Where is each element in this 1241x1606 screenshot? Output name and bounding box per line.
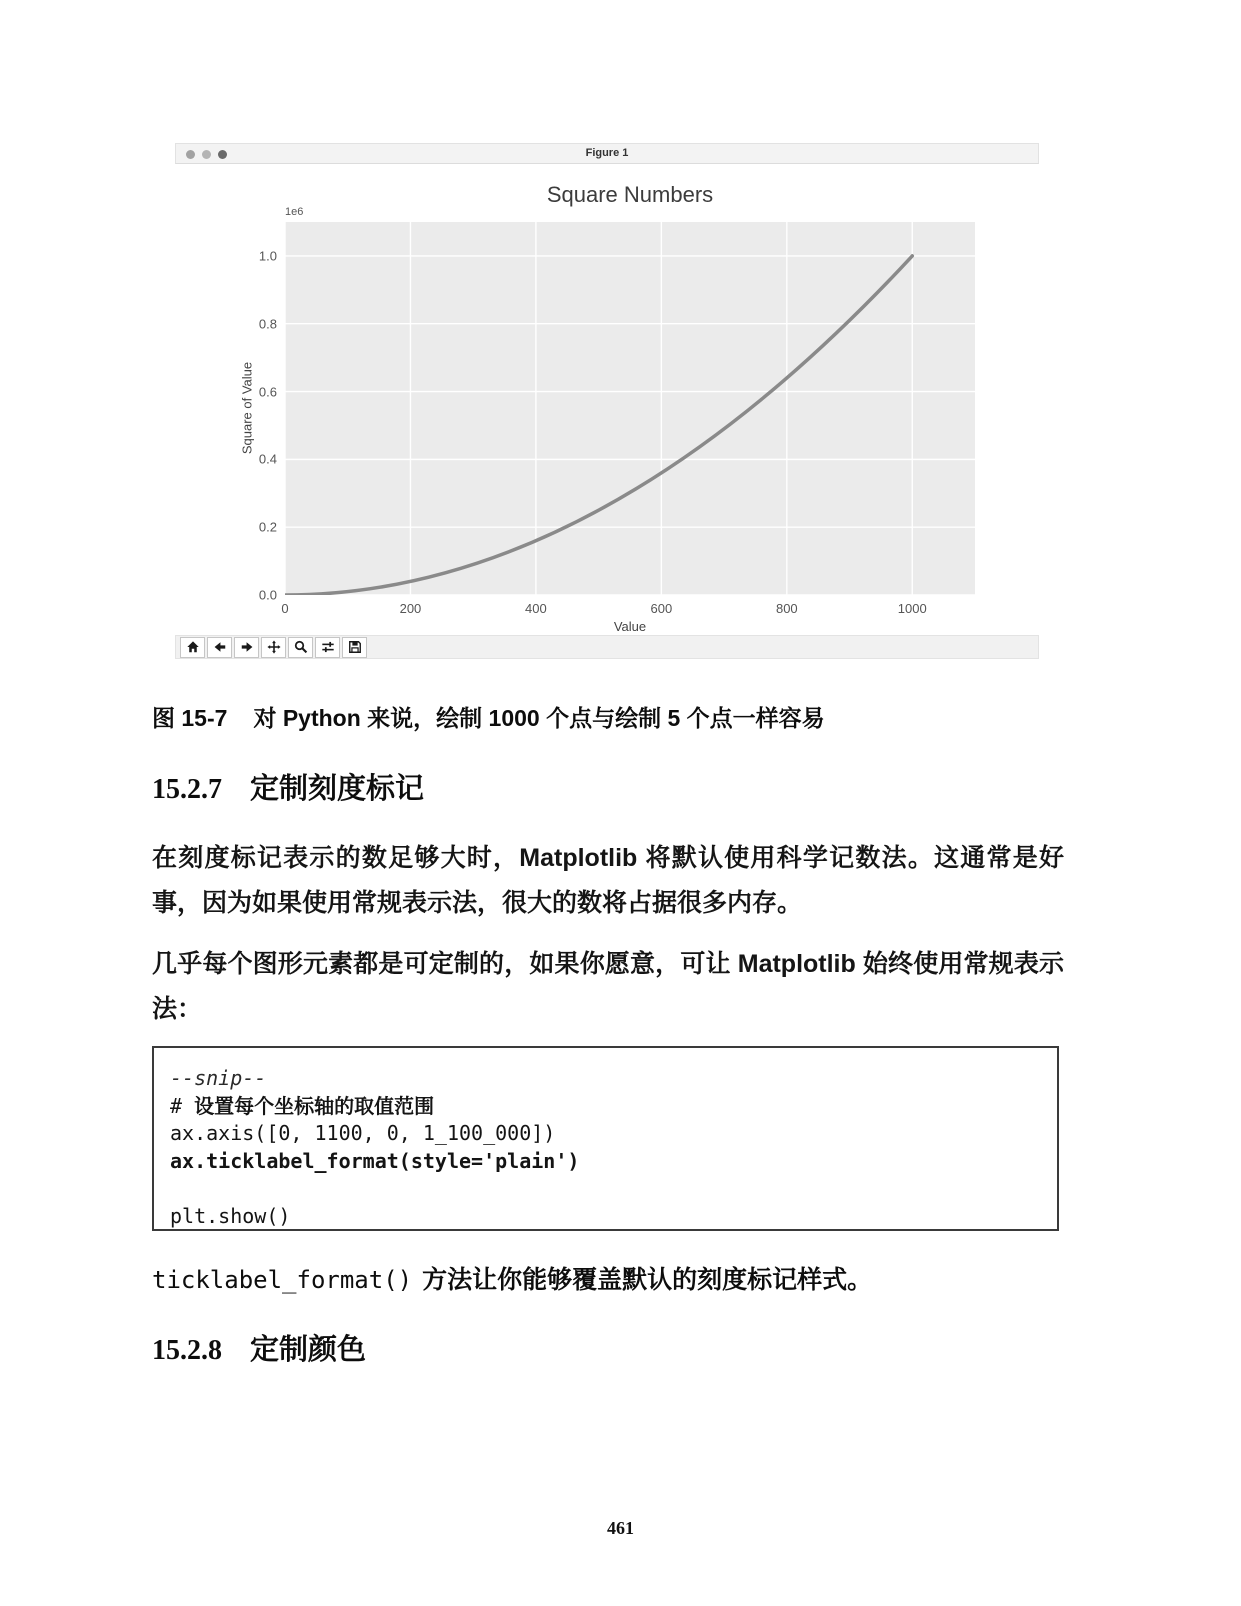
window-titlebar (175, 143, 1039, 164)
paragraph-2: 几乎每个图形元素都是可定制的，如果你愿意，可让 Matplotlib 始终使用常规表示法： (152, 950, 1064, 1023)
chart-canvas (175, 164, 1039, 635)
zoom-icon (294, 640, 308, 654)
y-tick-label: 0.2 (258, 519, 277, 535)
x-tick-labels (281, 601, 975, 617)
y-tick-label: 0.0 (258, 587, 277, 603)
y-tick-label: 0.6 (258, 384, 277, 400)
code-listing (152, 1046, 1059, 1231)
code-line: # 设置每个坐标轴的取值范围 (170, 1093, 435, 1118)
back-button[interactable] (207, 637, 232, 658)
forward-arrow-icon (240, 640, 254, 654)
plot-area (285, 222, 975, 595)
paragraph-1: 在刻度标记表示的数足够大时，Matplotlib 将默认使用科学记数法。这通常是好事，因为如果使用常规表示法，很大的数将占据很多内存。 (152, 844, 1064, 917)
figure-caption (152, 700, 1062, 733)
section-title: 定制颜色 (250, 1334, 367, 1366)
y-axis-offset-text: 1e6 (285, 206, 304, 218)
code-line: --snip-- (170, 1066, 267, 1090)
pan-button[interactable] (261, 637, 286, 658)
code-line: plt.show() (170, 1203, 291, 1228)
section-number: 15.2.8 (152, 1335, 222, 1366)
code-line (170, 1175, 1047, 1203)
section-title: 定制刻度标记 (250, 773, 425, 805)
chart-title: Square Numbers (546, 182, 714, 207)
section-heading-1528 (152, 1327, 1062, 1368)
paragraph-3-text: 方法让你能够覆盖默认的刻度标记样式。 (422, 1266, 873, 1294)
section-heading-1527 (152, 766, 1062, 807)
figure-caption-label: 图 15-7 (152, 705, 228, 731)
page-number: 461 (607, 1518, 634, 1538)
y-tick-label: 0.8 (258, 316, 277, 332)
configure-subplots-icon (321, 640, 335, 654)
y-tick-labels (175, 222, 279, 603)
home-icon (186, 640, 200, 654)
x-axis-label: Value (613, 619, 647, 634)
paragraph-3 (152, 1260, 1064, 1296)
forward-button[interactable] (234, 637, 259, 658)
pan-icon (267, 640, 281, 654)
x-tick-label: 400 (525, 601, 547, 616)
matplotlib-nav-toolbar (175, 635, 1039, 659)
y-tick-label: 1.0 (258, 248, 277, 264)
configure-subplots-button[interactable] (315, 637, 340, 658)
inline-code: ticklabel_format() (152, 1266, 413, 1294)
x-tick-label: 200 (399, 601, 422, 616)
section-number: 15.2.7 (152, 774, 222, 805)
back-arrow-icon (213, 640, 227, 654)
squares-line-chart (285, 222, 975, 595)
x-tick-label: 600 (650, 601, 673, 616)
code-line: ax.axis([0, 1100, 0, 1_100_000]) (170, 1121, 556, 1145)
code-line: ax.ticklabel_format(style='plain') (170, 1148, 580, 1173)
figure-window (175, 143, 1039, 659)
save-button[interactable] (342, 637, 367, 658)
save-icon (348, 640, 362, 654)
window-title: Figure 1 (585, 147, 629, 159)
y-axis-label: Square of Value (239, 361, 255, 455)
x-tick-label: 1000 (897, 601, 927, 616)
y-tick-label: 0.4 (258, 451, 277, 467)
figure-caption-text: 对 Python 来说，绘制 1000 个点与绘制 5 个点一样容易 (253, 705, 825, 731)
zoom-button[interactable] (288, 637, 313, 658)
x-tick-label: 0 (281, 601, 289, 616)
home-button[interactable] (180, 637, 205, 658)
x-tick-label: 800 (775, 601, 798, 616)
